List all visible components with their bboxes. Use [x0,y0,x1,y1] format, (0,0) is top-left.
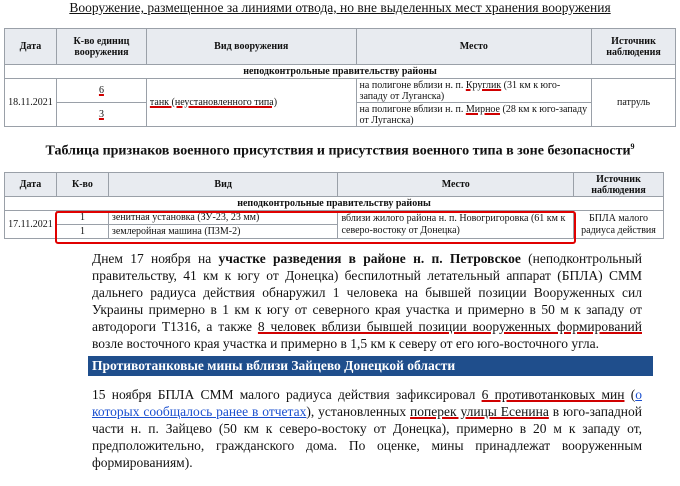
place-text: (28 км к юго-западу от Луганска) [359,103,588,126]
place-name: Мирное [465,103,500,115]
place-text: на полигоне вблизи н. п. [359,79,466,91]
table1-header-place: Место [356,29,591,65]
table1-count-1 [56,79,146,103]
table1-place-1 [356,79,591,103]
table1-header-count: К-во единиц вооружения [56,29,146,65]
table2-header-source: Источник наблюдения [574,173,664,197]
table2-header-place: Место [338,173,574,197]
top-title: Вооружение, размещенное за линиями отвода, но вне выделенных мест хранения вооружения [69,0,611,15]
para-text: Днем 17 ноября на [92,251,219,266]
paragraph-petrovskoe [92,250,642,352]
highlight-box [55,211,576,244]
table1-place-2 [356,103,591,127]
type-value: танк (неустановленного типа) [149,97,278,108]
para-underlined: 8 человек вблизи бывшей позиции вооруженных формирований [257,319,642,334]
reports-link[interactable]: о которых сообщалось ранее в отчетах [92,387,642,419]
table2-count-2: 1 [56,225,108,239]
table1-header-date: Дата [5,29,57,65]
table2-type-2: землеройная машина (ПЗМ-2) [108,225,338,239]
table2-source: БПЛА малого радиуса действия [574,211,664,239]
count-value: 3 [98,109,104,120]
para-underlined: поперек улицы Есенина [410,404,549,419]
para-underlined: 6 противотанковых мин [481,387,625,402]
table2-section: неподконтрольные правительству районы [5,197,664,211]
table1-source: патруль [592,79,676,127]
weapons-table [4,28,676,127]
paragraph-zaitsevo [92,386,642,471]
para-text: в юго-западной части н. п. Зайцево (50 км к северо-востоку от Донецка), примерно в 20 м к западу от, предположительно, гражданского дома. По оценке, мины принадлежат вооруженным формированиям). [92,404,643,470]
section-banner: Противотанковые мины вблизи Зайцево Донецкой области [88,356,653,376]
table1-type [146,79,356,127]
table2-header-count: К-во [56,173,108,197]
place-text: (31 км к юго-западу от Луганска) [359,79,561,102]
table2-type-1: зенитная установка (ЗУ-23, 23 мм) [108,211,338,225]
para-text: 15 ноября БПЛА СММ малого радиуса действия зафиксировал [92,387,482,402]
para-bold: участке разведения в районе н. п. Петровское [218,251,521,266]
place-text: на полигоне вблизи н. п. [359,103,466,115]
table1-date: 18.11.2021 [5,79,57,127]
place-name: Круглик [465,79,502,91]
table2-header-date: Дата [5,173,57,197]
table1-header-type: Вид вооружения [146,29,356,65]
table2-header-type: Вид [108,173,338,197]
table2-count-1: 1 [56,211,108,225]
table2-place: вблизи жилого района н. п. Новогригоровка (61 км к северо-востоку от Донецка) [338,211,574,239]
table1-header-source: Источник наблюдения [592,29,676,65]
footnote-marker[interactable]: 9 [630,142,635,151]
para-text: ), установленных [306,404,411,419]
table2-date: 17.11.2021 [5,211,57,239]
para-text: (неподконтрольный правительству, 41 км к югу от Донецка) беспилотный летательный аппарат (БПЛА) СММ дальнего радиуса действия обнаружил 1 человека на бывшей позиции Вооруженных сил Украины примерно в 1 км к югу от северного края участка и примерно в 50 м к западу от автодороги Т1316, а также [92,251,642,334]
para-text: ( [624,387,636,402]
para-text: возле восточного края участка и примерно в 1,5 км к северу от его юго-восточного угла. [92,336,600,351]
table2-title-text: Таблица признаков военного присутствия и присутствия военного типа в зоне безопасности [45,143,631,159]
table1-count-2 [56,103,146,127]
table2-title [40,142,640,160]
count-value: 6 [98,85,104,96]
table1-section: неподконтрольные правительству районы [5,65,676,79]
